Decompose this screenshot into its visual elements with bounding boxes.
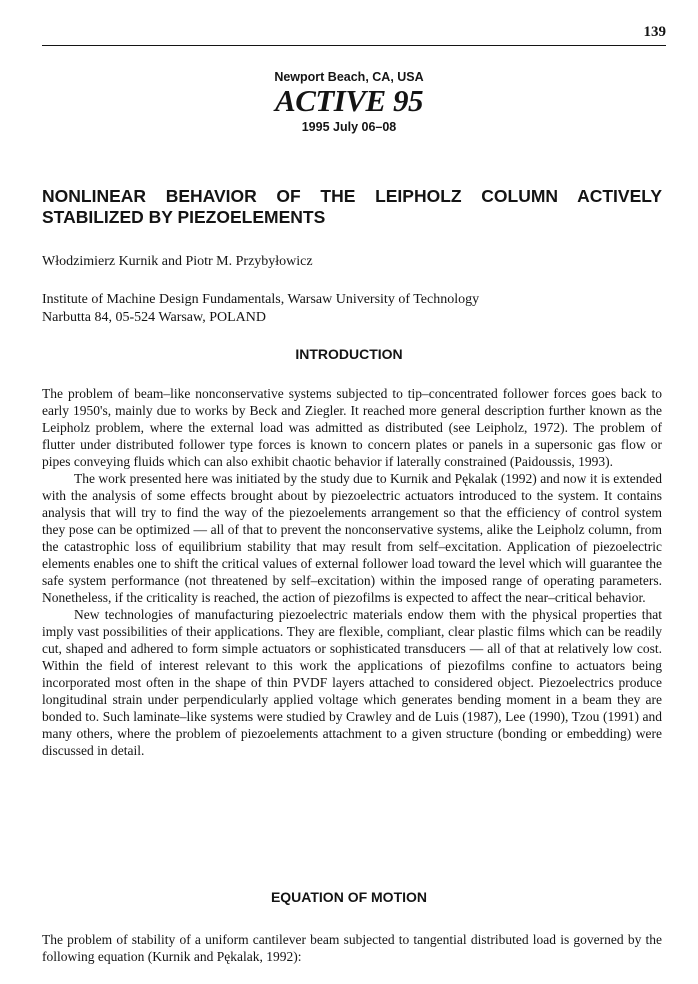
intro-paragraph-1: The problem of beam–like nonconservative systems subjected to tip–concentrated follower forces goes back to early 1950's, mainly due to works by Beck and Ziegler. It reached more general description further known as the Leipholz problem, where the external load was admitted as distributed (see Leipholz, 1972). The problem of flutter under distributed follower type forces is known to concern plates or panels in a supersonic gas flow or pipes conveying fluids which can also exhibit chaotic behavior if laterally constrained (Paidoussis, 1993).	[42, 386, 662, 469]
intro-paragraph-2: The work presented here was initiated by the study due to Kurnik and Pękalak (1992) and now it is extended with the analysis of some effects brought about by piezoelectric actuators introduced to the system. It contains analysis that will try to find the way of the piezoelements arrangement so that the efficiency of control system they pose can be optimized — all of that to prevent the nonconservative systems, alike the Leipholz column, from the catastrophic loss of equilibrium stability that may result from self–excitation. Application of piezoelectric elements enables one to shift the critical values of external follower load toward the level which will guarantee the safe system performance (not threatened by self–excitation) within the imposed range of operating parameters. Nonetheless, if the criticality is reached, the action of piezofilms is expected to affect the near–critical behavior.	[42, 471, 662, 605]
intro-paragraph-3: New technologies of manufacturing piezoelectric materials endow them with the physical properties that imply vast possibilities of their applications. They are flexible, compliant, clear plastic films which can be readily cut, shaped and adhered to form simple actuators or sophisticated transducers — all of that at relatively low cost. Within the field of interest relevant to this work the applications of piezofilms confine to actuators being incorporated most often in the shape of thin PVDF layers attached to considered object. Piezoelectrics produce longitudinal strain under perpendicularly applied voltage which generates bending moment in a beam they are bonded to. Such laminate–like systems were studied by Crawley and de Luis (1987), Lee (1990), Tzou (1991) and many others, where the problem of piezoelements attachment to a given structure (bonding or embedding) were discussed in detail.	[42, 607, 662, 758]
introduction-body	[42, 385, 662, 759]
page-number: 139	[643, 24, 666, 40]
equation-of-motion-heading: EQUATION OF MOTION	[270, 889, 428, 905]
paper-authors: Włodzimierz Kurnik and Piotr M. Przybyłowicz	[42, 254, 313, 269]
header-rule	[42, 45, 666, 46]
conference-name: ACTIVE 95	[275, 83, 423, 118]
equation-of-motion-body	[42, 931, 662, 965]
affiliation	[42, 291, 479, 327]
affiliation-institute: Institute of Machine Design Fundamentals, Warsaw University of Technology	[42, 292, 480, 307]
conference-dates: 1995 July 06–08	[301, 120, 397, 134]
affiliation-address: Narbutta 84, 05-524 Warsaw, POLAND	[42, 310, 266, 325]
conference-location: Newport Beach, CA, USA	[274, 70, 424, 84]
eom-paragraph: The problem of stability of a uniform cantilever beam subjected to tangential distributed load is governed by the following equation (Kurnik and Pękalak, 1992):	[42, 932, 662, 964]
introduction-heading: INTRODUCTION	[295, 346, 403, 362]
paper-title: NONLINEAR BEHAVIOR OF THE LEIPHOLZ COLUMN ACTIVELY STABILIZED BY PIEZOELEMENTS	[42, 186, 662, 227]
